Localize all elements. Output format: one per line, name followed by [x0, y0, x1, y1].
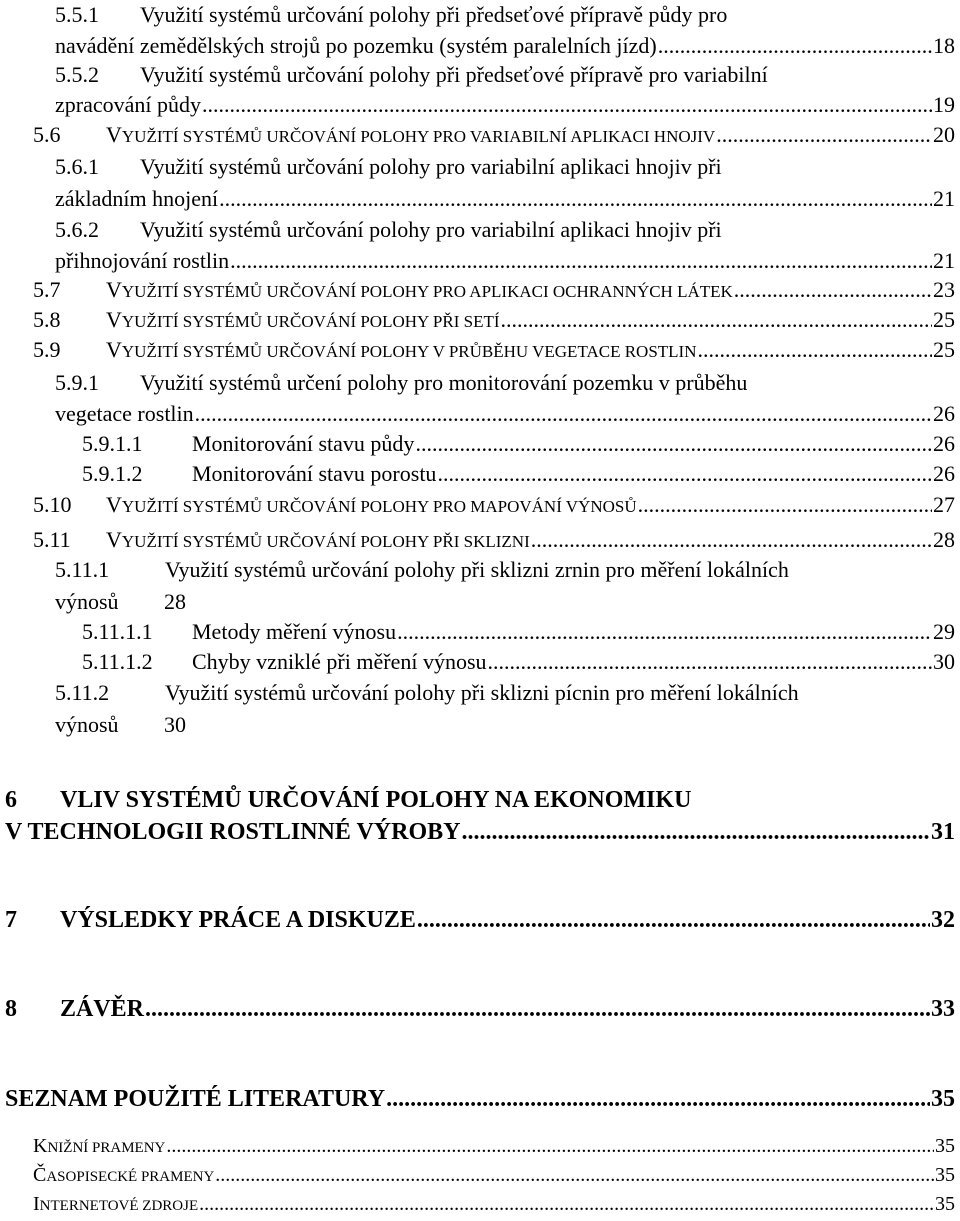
entry-title: Monitorování stavu porostu [192, 461, 437, 486]
dot-leader [145, 994, 930, 1024]
entry-title: VYUŽITÍ SYSTÉMŮ URČOVÁNÍ POLOHY PŘI SETÍ [106, 307, 500, 332]
page-number: 30 [933, 649, 955, 674]
entry-number: 5.5.2 [55, 62, 99, 87]
page-number: 29 [933, 619, 955, 644]
dot-leader [386, 1084, 930, 1114]
source-title: INTERNETOVÉ ZDROJE [33, 1193, 199, 1215]
page-number: 30 [164, 712, 186, 737]
entry-title-line1: Využití systémů určení polohy pro monitorování pozemku v průběhu [140, 370, 748, 395]
page-number: 23 [933, 277, 955, 302]
page-number: 33 [931, 996, 955, 1022]
dot-leader [417, 905, 930, 935]
entry-number: 5.11.2 [55, 680, 110, 705]
entry-title: VYUŽITÍ SYSTÉMŮ URČOVÁNÍ POLOHY PRO APLIKACI OCHRANNÝCH LÁTEK [106, 277, 733, 302]
page-number: 21 [933, 186, 955, 211]
entry-title-line1: Využití systémů určování polohy při předseťové přípravě půdy pro [140, 2, 728, 27]
page-number: 26 [933, 431, 955, 456]
page-number: 35 [935, 1164, 955, 1186]
entry-number: 5.9.1 [55, 370, 99, 395]
dot-leader [230, 246, 932, 276]
dot-leader [501, 305, 932, 335]
dot-leader [658, 31, 932, 61]
page-number: 35 [935, 1135, 955, 1157]
page-number: 28 [164, 589, 186, 614]
entry-number: 5.8 [33, 307, 61, 332]
dot-leader [199, 1189, 934, 1219]
dot-leader [215, 1160, 934, 1190]
entry-title-line1: Využití systémů určování polohy při sklizni pícnin pro měření lokálních [165, 680, 799, 705]
source-title: KNIŽNÍ PRAMENY [33, 1135, 166, 1157]
entry-title-line2: přihnojování rostlin [55, 248, 230, 273]
dot-leader [437, 459, 932, 489]
page-number: 21 [933, 248, 955, 273]
entry-title: Chyby vzniklé při měření výnosu [192, 649, 487, 674]
page-number: 20 [933, 122, 955, 147]
entry-number: 5.9.1.2 [82, 461, 143, 486]
entry-title-line1: Využití systémů určování polohy pro variabilní aplikaci hnojiv při [140, 217, 722, 242]
entry-number: 5.11.1.2 [82, 649, 153, 674]
page-number: 25 [933, 307, 955, 332]
dot-leader [195, 399, 932, 429]
dot-leader [415, 429, 932, 459]
entry-title: VYUŽITÍ SYSTÉMŮ URČOVÁNÍ POLOHY PRO MAPOVÁNÍ VÝNOSŮ [106, 492, 637, 517]
page-number: 27 [933, 492, 955, 517]
entry-number: 5.11.1.1 [82, 619, 153, 644]
dot-leader [202, 90, 932, 120]
entry-number: 5.6.2 [55, 217, 99, 242]
dot-leader [488, 647, 932, 677]
page-number: 18 [933, 33, 955, 58]
entry-title-line2: základním hnojení [55, 186, 219, 211]
dot-leader [698, 335, 933, 365]
dot-leader [461, 817, 930, 847]
chapter-title-line2: V TECHNOLOGII ROSTLINNÉ VÝROBY [5, 819, 461, 845]
entry-title-line2: výnosů [55, 712, 119, 737]
entry-title: Monitorování stavu půdy [192, 431, 415, 456]
dot-leader [219, 184, 932, 214]
entry-title: VYUŽITÍ SYSTÉMŮ URČOVÁNÍ POLOHY V PRŮBĚHU VEGETACE ROSTLIN [106, 337, 697, 362]
entry-title: VYUŽITÍ SYSTÉMŮ URČOVÁNÍ POLOHY PŘI SKLIZNI [106, 527, 530, 552]
entry-title-line1: Využití systémů určování polohy pro variabilní aplikaci hnojiv při [140, 154, 722, 179]
chapter-number: 8 [5, 996, 17, 1022]
dot-leader [397, 617, 932, 647]
chapter-number: 6 [5, 787, 17, 813]
dot-leader [638, 490, 932, 520]
entry-title: Metody měření výnosu [192, 619, 397, 644]
entry-number: 5.11.1 [55, 557, 110, 582]
entry-title-line2: vegetace rostlin [55, 401, 194, 426]
page-number: 35 [935, 1193, 955, 1215]
entry-title-line2: výnosů [55, 589, 119, 614]
chapter-title-line1: VLIV SYSTÉMŮ URČOVÁNÍ POLOHY NA EKONOMIKU [60, 787, 692, 813]
page-number: 31 [931, 819, 955, 845]
entry-number: 5.9.1.1 [82, 431, 143, 456]
dot-leader [716, 120, 932, 150]
entry-title-line2: navádění zemědělských strojů po pozemku (systém paralelních jízd) [55, 33, 657, 58]
chapter-number: 7 [5, 907, 17, 933]
page-number: 35 [931, 1086, 955, 1112]
literature-title: SEZNAM POUŽITÉ LITERATURY [5, 1086, 386, 1112]
chapter-title: VÝSLEDKY PRÁCE A DISKUZE [60, 907, 416, 933]
entry-number: 5.6.1 [55, 154, 99, 179]
page-number: 26 [933, 461, 955, 486]
chapter-title: ZÁVĚR [60, 996, 145, 1022]
entry-title-line1: Využití systémů určování polohy při předseťové přípravě pro variabilní [140, 62, 768, 87]
entry-number: 5.6 [33, 122, 61, 147]
source-title: ČASOPISECKÉ PRAMENY [33, 1164, 215, 1186]
entry-number: 5.9 [33, 337, 61, 362]
page-number: 25 [933, 337, 955, 362]
dot-leader [166, 1131, 934, 1161]
entry-title: VYUŽITÍ SYSTÉMŮ URČOVÁNÍ POLOHY PRO VARIABILNÍ APLIKACI HNOJIV [106, 122, 716, 147]
entry-number: 5.7 [33, 277, 61, 302]
entry-title-line1: Využití systémů určování polohy při sklizni zrnin pro měření lokálních [165, 557, 789, 582]
entry-number: 5.5.1 [55, 2, 99, 27]
entry-number: 5.10 [33, 492, 72, 517]
entry-title-line2: zpracování půdy [55, 92, 201, 117]
entry-number: 5.11 [33, 527, 71, 552]
page-number: 32 [931, 907, 955, 933]
dot-leader [734, 275, 932, 305]
page-number: 28 [933, 527, 955, 552]
page-number: 19 [933, 92, 955, 117]
page-number: 26 [933, 401, 955, 426]
dot-leader [531, 525, 932, 555]
